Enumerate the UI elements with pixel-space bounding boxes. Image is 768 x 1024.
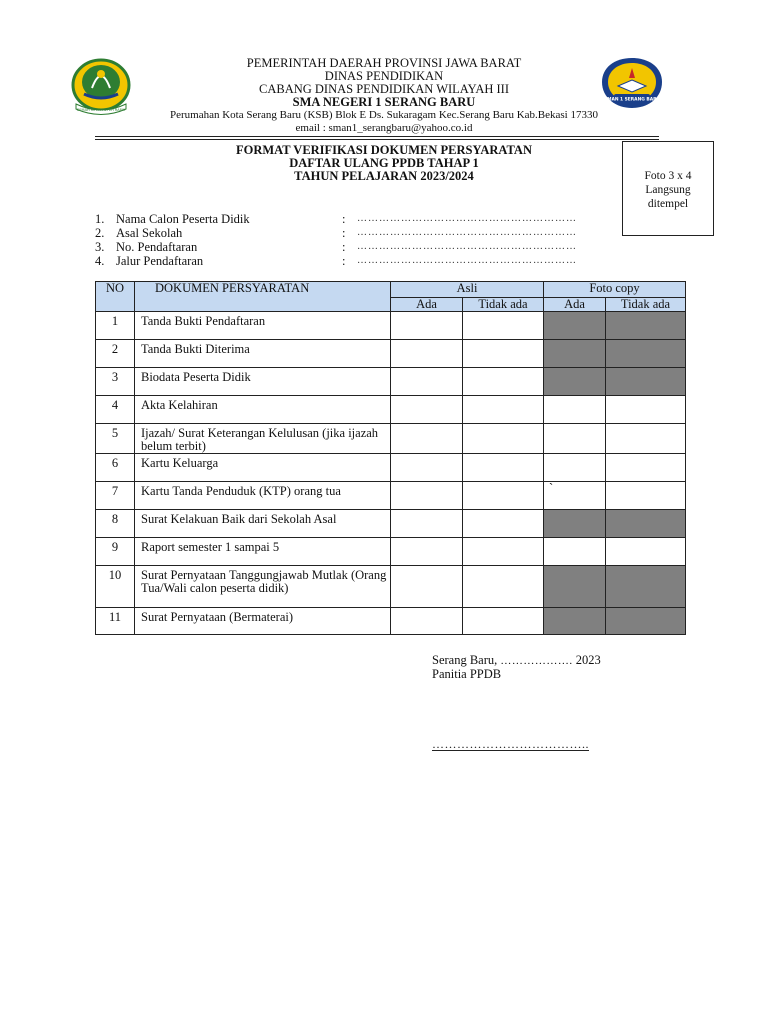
header-agency: DINAS PENDIDIKAN xyxy=(324,69,444,83)
header-school-name: SMA NEGERI 1 SERANG BARU xyxy=(292,95,476,109)
table-row xyxy=(96,538,686,566)
row-document: Surat Pernyataan (Bermaterai) xyxy=(135,608,391,635)
cell-original-yes[interactable] xyxy=(391,454,463,482)
cell-original-yes[interactable] xyxy=(391,340,463,368)
table-row xyxy=(96,608,686,635)
photo-line-3: ditempel xyxy=(647,198,689,210)
header-government: PEMERINTAH DAERAH PROVINSI JAWA BARAT xyxy=(246,56,522,70)
cell-copy-no-disabled xyxy=(606,608,686,635)
table-row xyxy=(96,482,686,510)
field-colon: : xyxy=(342,240,346,254)
header-rule-bottom xyxy=(95,139,659,140)
cell-copy-no[interactable] xyxy=(606,396,686,424)
cell-original-yes[interactable] xyxy=(391,566,463,608)
cell-original-no[interactable] xyxy=(463,482,544,510)
row-number: 7 xyxy=(96,482,135,510)
cell-copy-no[interactable] xyxy=(606,454,686,482)
field-dots[interactable]: …………………………………………………… xyxy=(357,255,577,266)
row-number: 5 xyxy=(96,424,135,454)
cell-original-yes[interactable] xyxy=(391,312,463,340)
field-student-name xyxy=(95,212,655,226)
cell-copy-no-disabled xyxy=(606,340,686,368)
cell-copy-yes[interactable] xyxy=(544,538,606,566)
cell-copy-yes[interactable] xyxy=(544,424,606,454)
cell-original-yes[interactable] xyxy=(391,368,463,396)
field-number: 1. xyxy=(95,212,105,226)
table-row xyxy=(96,566,686,608)
row-number: 8 xyxy=(96,510,135,538)
cell-copy-no[interactable] xyxy=(606,424,686,454)
table-row xyxy=(96,312,686,340)
cell-copy-yes[interactable] xyxy=(544,454,606,482)
cell-original-no[interactable] xyxy=(463,312,544,340)
table-row xyxy=(96,454,686,482)
cell-original-no[interactable] xyxy=(463,368,544,396)
field-dots[interactable]: …………………………………………………… xyxy=(357,241,577,252)
cell-original-no[interactable] xyxy=(463,424,544,454)
table-row xyxy=(96,340,686,368)
signature-year: 2023 xyxy=(575,653,601,667)
cell-copy-no-disabled xyxy=(606,312,686,340)
row-document: Tanda Bukti Diterima xyxy=(135,340,391,368)
cell-copy-yes[interactable] xyxy=(544,396,606,424)
signature-place-date xyxy=(432,653,601,668)
cell-original-yes[interactable] xyxy=(391,538,463,566)
cell-original-no[interactable] xyxy=(463,510,544,538)
row-document: Kartu Tanda Penduduk (KTP) orang tua xyxy=(135,482,391,510)
row-document: Akta Kelahiran xyxy=(135,396,391,424)
row-number: 9 xyxy=(96,538,135,566)
row-number: 2 xyxy=(96,340,135,368)
row-document: Raport semester 1 sampai 5 xyxy=(135,538,391,566)
row-document: Surat Pernyataan Tanggungjawab Mutlak (Orang Tua/Wali calon peserta didik) xyxy=(135,566,391,608)
field-colon: : xyxy=(342,226,346,240)
cell-copy-yes-disabled xyxy=(544,608,606,635)
field-colon: : xyxy=(342,254,346,268)
photo-line-1: Foto 3 x 4 xyxy=(644,170,692,182)
cell-original-yes[interactable] xyxy=(391,608,463,635)
row-document: Surat Kelakuan Baik dari Sekolah Asal xyxy=(135,510,391,538)
row-number: 6 xyxy=(96,454,135,482)
field-number: 4. xyxy=(95,254,105,268)
cell-original-yes[interactable] xyxy=(391,396,463,424)
cell-original-no[interactable] xyxy=(463,340,544,368)
cell-original-no[interactable] xyxy=(463,608,544,635)
field-dots[interactable]: …………………………………………………… xyxy=(357,227,577,238)
row-number: 3 xyxy=(96,368,135,396)
cell-copy-no-disabled xyxy=(606,566,686,608)
row-number: 1 xyxy=(96,312,135,340)
row-number: 10 xyxy=(96,566,135,608)
field-number: 2. xyxy=(95,226,105,240)
signature-name-line[interactable]: ……………………………….. xyxy=(432,737,589,751)
field-label: Nama Calon Peserta Didik xyxy=(116,212,250,226)
table-row xyxy=(96,424,686,454)
field-label: No. Pendaftaran xyxy=(116,240,198,254)
form-year: TAHUN PELAJARAN 2023/2024 xyxy=(294,169,474,183)
cell-copy-no-disabled xyxy=(606,510,686,538)
cell-copy-yes-disabled xyxy=(544,340,606,368)
cell-original-no[interactable] xyxy=(463,454,544,482)
subheader-original-yes: Ada xyxy=(391,298,463,312)
row-number: 4 xyxy=(96,396,135,424)
cell-original-no[interactable] xyxy=(463,396,544,424)
cell-copy-yes-disabled xyxy=(544,566,606,608)
header-rule-top xyxy=(95,136,659,137)
cell-copy-no[interactable] xyxy=(606,482,686,510)
field-origin-school xyxy=(95,226,655,240)
table-row xyxy=(96,510,686,538)
form-subtitle: DAFTAR ULANG PPDB TAHAP 1 xyxy=(289,156,479,170)
form-title: FORMAT VERIFIKASI DOKUMEN PERSYARATAN xyxy=(236,143,532,157)
row-document: Ijazah/ Surat Keterangan Kelulusan (jika ijazah belum terbit) xyxy=(135,424,391,454)
cell-copy-no-disabled xyxy=(606,368,686,396)
row-document: Biodata Peserta Didik xyxy=(135,368,391,396)
cell-copy-yes[interactable]: ` xyxy=(544,482,606,510)
cell-original-no[interactable] xyxy=(463,538,544,566)
cell-copy-no[interactable] xyxy=(606,538,686,566)
header-branch: CABANG DINAS PENDIDIKAN WILAYAH III xyxy=(259,82,509,96)
field-number: 3. xyxy=(95,240,105,254)
subheader-copy-no: Tidak ada xyxy=(606,298,686,312)
row-number: 11 xyxy=(96,608,135,635)
field-registration-number xyxy=(95,240,655,254)
row-document: Kartu Keluarga xyxy=(135,454,391,482)
col-header-document: DOKUMEN PERSYARATAN xyxy=(135,282,391,312)
verification-table xyxy=(95,281,686,635)
subheader-original-no: Tidak ada xyxy=(463,298,544,312)
signature-date-dots[interactable]: ………………. xyxy=(500,655,573,667)
signature-place: Serang Baru, xyxy=(432,653,498,667)
cell-copy-yes-disabled xyxy=(544,368,606,396)
field-label: Jalur Pendaftaran xyxy=(116,254,204,268)
col-header-original: Asli xyxy=(391,282,544,298)
row-document: Tanda Bukti Pendaftaran xyxy=(135,312,391,340)
table-row xyxy=(96,368,686,396)
signature-role: Panitia PPDB xyxy=(432,667,502,681)
field-registration-path xyxy=(95,254,655,268)
field-dots[interactable]: …………………………………………………… xyxy=(357,213,577,224)
field-label: Asal Sekolah xyxy=(116,226,183,240)
left-logo-text: GEMAH RIPAH REPEH RAPIH xyxy=(76,108,126,112)
table-row xyxy=(96,396,686,424)
right-logo-text: SMAN 1 SERANG BARU xyxy=(603,97,661,103)
photo-line-2: Langsung xyxy=(645,184,691,196)
header-address: Perumahan Kota Serang Baru (KSB) Blok E Ds. Sukaragam Kec.Serang Baru Kab.Bekasi 17330 xyxy=(170,109,598,121)
cell-original-no[interactable] xyxy=(463,566,544,608)
header-email: email : sman1_serangbaru@yahoo.co.id xyxy=(295,122,473,134)
cell-original-yes[interactable] xyxy=(391,510,463,538)
field-colon: : xyxy=(342,212,346,226)
col-header-no: NO xyxy=(96,282,135,312)
cell-original-yes[interactable] xyxy=(391,424,463,454)
cell-copy-yes-disabled xyxy=(544,312,606,340)
cell-copy-yes-disabled xyxy=(544,510,606,538)
subheader-copy-yes: Ada xyxy=(544,298,606,312)
col-header-photocopy: Foto copy xyxy=(544,282,686,298)
cell-original-yes[interactable] xyxy=(391,482,463,510)
